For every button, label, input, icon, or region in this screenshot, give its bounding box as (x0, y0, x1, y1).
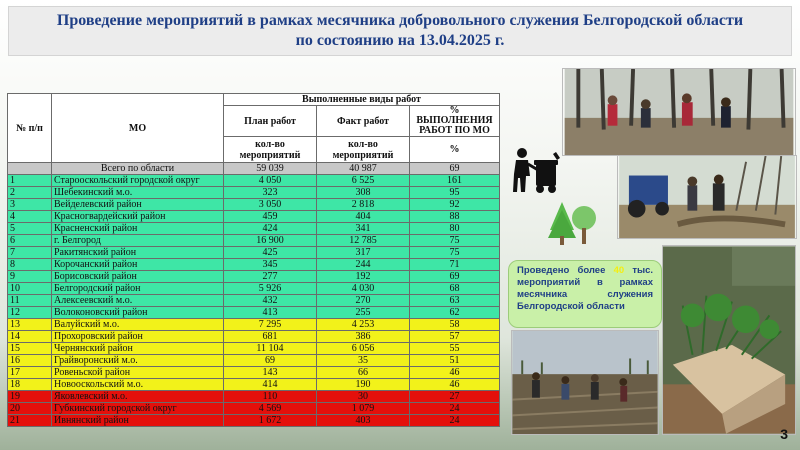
row-pct: 88 (410, 211, 500, 223)
row-pct: 58 (410, 319, 500, 331)
table-row (8, 211, 500, 223)
row-fact: 190 (317, 379, 410, 391)
row-fact: 12 785 (317, 235, 410, 247)
row-plan: 345 (224, 259, 317, 271)
table-row (8, 367, 500, 379)
total-label: Всего по области (52, 163, 224, 175)
row-plan: 69 (224, 355, 317, 367)
header-fact: Факт работ (317, 106, 410, 137)
table-row (8, 247, 500, 259)
row-num: 12 (8, 307, 52, 319)
row-num: 10 (8, 283, 52, 295)
row-num: 5 (8, 223, 52, 235)
row-mo: Чернянский район (52, 343, 224, 355)
table-row (8, 187, 500, 199)
row-fact: 244 (317, 259, 410, 271)
info-highlight: 40 (613, 265, 625, 276)
table-row (8, 391, 500, 403)
row-pct: 24 (410, 415, 500, 427)
table-row (8, 355, 500, 367)
row-fact: 317 (317, 247, 410, 259)
row-mo: Волоконовский район (52, 307, 224, 319)
row-plan: 110 (224, 391, 317, 403)
row-mo: Яковлевский м.о. (52, 391, 224, 403)
table-row (8, 259, 500, 271)
row-fact: 2 818 (317, 199, 410, 211)
trees-icon (546, 200, 598, 246)
table-row (8, 283, 500, 295)
row-pct: 24 (410, 403, 500, 415)
row-plan: 425 (224, 247, 317, 259)
row-num: 1 (8, 175, 52, 187)
photo-seedlings (662, 245, 796, 435)
header-group: Выполненные виды работ (224, 94, 500, 106)
table-row (8, 331, 500, 343)
row-plan: 4 050 (224, 175, 317, 187)
row-pct: 69 (410, 271, 500, 283)
photo-forest-cleanup (562, 68, 796, 156)
row-plan: 277 (224, 271, 317, 283)
row-num: 8 (8, 259, 52, 271)
row-fact: 308 (317, 187, 410, 199)
total-row (8, 163, 500, 175)
info-text-after: тыс. мероприятий в рамках месячника служения Белгородской области (517, 265, 654, 312)
row-num: 17 (8, 367, 52, 379)
row-pct: 71 (410, 259, 500, 271)
row-num: 21 (8, 415, 52, 427)
row-mo: Вейделевский район (52, 199, 224, 211)
row-fact: 1 079 (317, 403, 410, 415)
row-plan: 413 (224, 307, 317, 319)
row-pct: 75 (410, 247, 500, 259)
row-fact: 404 (317, 211, 410, 223)
row-pct: 95 (410, 187, 500, 199)
header-mo: МО (52, 94, 224, 163)
row-mo: Красненский район (52, 223, 224, 235)
row-num: 20 (8, 403, 52, 415)
table-row (8, 235, 500, 247)
subheader-fact: кол-во мероприятий (317, 137, 410, 163)
table-row (8, 223, 500, 235)
row-num: 18 (8, 379, 52, 391)
row-num: 2 (8, 187, 52, 199)
row-plan: 3 050 (224, 199, 317, 211)
table-row (8, 415, 500, 427)
row-pct: 92 (410, 199, 500, 211)
row-fact: 341 (317, 223, 410, 235)
row-plan: 4 569 (224, 403, 317, 415)
row-plan: 459 (224, 211, 317, 223)
row-mo: г. Белгород (52, 235, 224, 247)
row-pct: 57 (410, 331, 500, 343)
total-plan: 59 039 (224, 163, 317, 175)
row-num: 19 (8, 391, 52, 403)
row-mo: Корочанский район (52, 259, 224, 271)
row-fact: 6 525 (317, 175, 410, 187)
total-pct: 69 (410, 163, 500, 175)
row-num: 3 (8, 199, 52, 211)
table-row (8, 379, 500, 391)
row-plan: 424 (224, 223, 317, 235)
row-pct: 161 (410, 175, 500, 187)
row-fact: 66 (317, 367, 410, 379)
row-num: 9 (8, 271, 52, 283)
table-row (8, 175, 500, 187)
row-fact: 35 (317, 355, 410, 367)
row-fact: 30 (317, 391, 410, 403)
info-box (508, 260, 662, 328)
row-mo: Губкинский городской округ (52, 403, 224, 415)
row-mo: Шебекинский м.о. (52, 187, 224, 199)
row-plan: 432 (224, 295, 317, 307)
row-mo: Белгородский район (52, 283, 224, 295)
row-mo: Ракитянский район (52, 247, 224, 259)
row-num: 14 (8, 331, 52, 343)
row-fact: 255 (317, 307, 410, 319)
table-row (8, 319, 500, 331)
row-fact: 403 (317, 415, 410, 427)
subheader-plan: кол-во мероприятий (224, 137, 317, 163)
subheader-pct: % (410, 137, 500, 163)
results-table (7, 93, 500, 427)
row-plan: 414 (224, 379, 317, 391)
row-fact: 6 056 (317, 343, 410, 355)
row-plan: 5 926 (224, 283, 317, 295)
photo-tractor-cleanup (617, 155, 797, 239)
row-mo: Новооскольский м.о. (52, 379, 224, 391)
row-pct: 80 (410, 223, 500, 235)
row-plan: 1 672 (224, 415, 317, 427)
row-mo: Ивнянский район (52, 415, 224, 427)
row-plan: 143 (224, 367, 317, 379)
header-pct: % ВЫПОЛНЕНИЯ РАБОТ ПО МО (410, 106, 500, 137)
row-mo: Валуйский м.о. (52, 319, 224, 331)
row-plan: 323 (224, 187, 317, 199)
row-fact: 4 030 (317, 283, 410, 295)
row-plan: 16 900 (224, 235, 317, 247)
row-num: 11 (8, 295, 52, 307)
row-plan: 7 295 (224, 319, 317, 331)
row-num: 16 (8, 355, 52, 367)
table-row (8, 295, 500, 307)
row-mo: Прохоровский район (52, 331, 224, 343)
slide-title (8, 6, 792, 56)
row-pct: 27 (410, 391, 500, 403)
header-plan: План работ (224, 106, 317, 137)
info-text-before: Проведено более (517, 265, 614, 276)
row-plan: 11 104 (224, 343, 317, 355)
table-row (8, 403, 500, 415)
row-pct: 55 (410, 343, 500, 355)
row-mo: Алексеевский м.о. (52, 295, 224, 307)
page-number: 3 (780, 426, 788, 442)
header-num: № п/п (8, 94, 52, 163)
table-row (8, 343, 500, 355)
row-pct: 62 (410, 307, 500, 319)
row-fact: 386 (317, 331, 410, 343)
row-mo: Ровеньской район (52, 367, 224, 379)
row-mo: Грайворонский м.о. (52, 355, 224, 367)
row-fact: 192 (317, 271, 410, 283)
title-line-1: Проведение мероприятий в рамках месячника добровольного служения Белгородской области (56, 12, 744, 29)
row-pct: 46 (410, 367, 500, 379)
row-fact: 270 (317, 295, 410, 307)
row-mo: Старооскольский городской округ (52, 175, 224, 187)
row-num: 13 (8, 319, 52, 331)
row-pct: 46 (410, 379, 500, 391)
row-mo: Красногвардейский район (52, 211, 224, 223)
photo-field-planting (511, 330, 659, 435)
row-pct: 75 (410, 235, 500, 247)
total-fact: 40 987 (317, 163, 410, 175)
row-fact: 4 253 (317, 319, 410, 331)
row-num: 15 (8, 343, 52, 355)
row-num: 4 (8, 211, 52, 223)
table-row (8, 271, 500, 283)
row-pct: 51 (410, 355, 500, 367)
row-pct: 63 (410, 295, 500, 307)
table-row (8, 307, 500, 319)
row-pct: 68 (410, 283, 500, 295)
title-line-2: по состоянию на 13.04.2025 г. (295, 32, 505, 49)
table-row (8, 199, 500, 211)
row-num: 7 (8, 247, 52, 259)
cleaning-worker-icon (512, 146, 564, 194)
row-mo: Борисовский район (52, 271, 224, 283)
row-plan: 681 (224, 331, 317, 343)
row-num: 6 (8, 235, 52, 247)
